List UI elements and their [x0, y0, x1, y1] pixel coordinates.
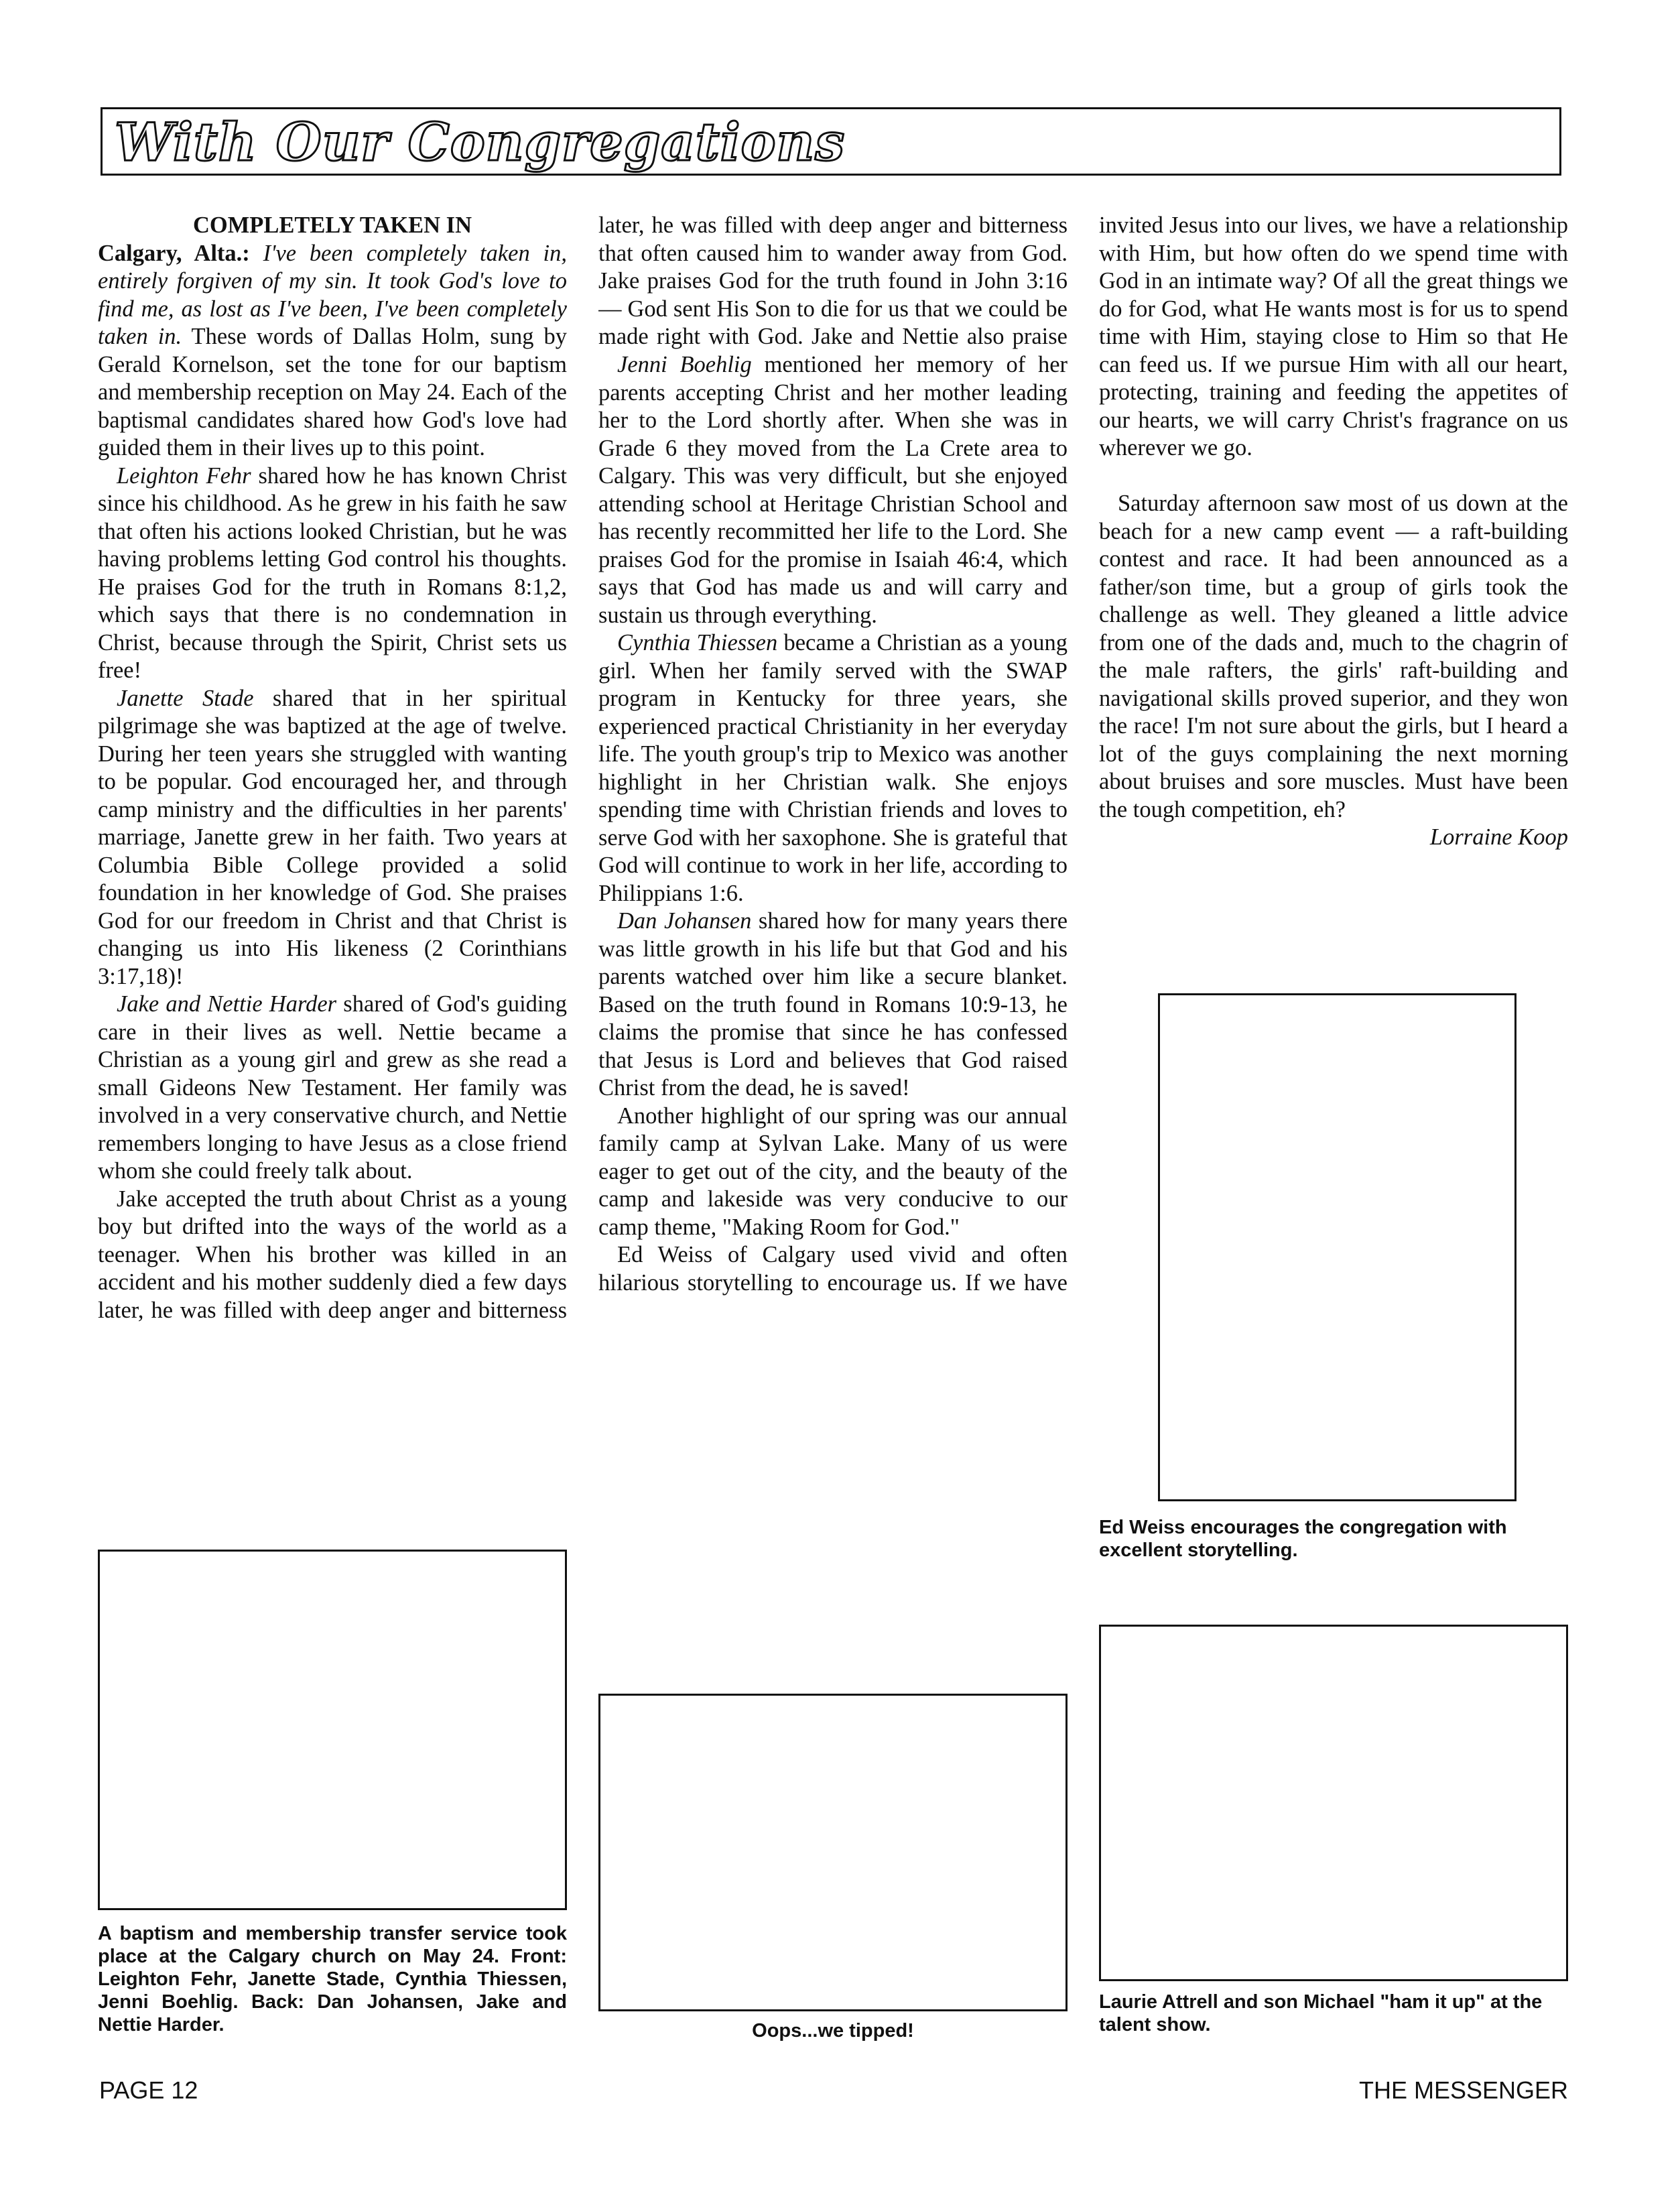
caption-weiss: Ed Weiss encourages the congregation with excellent storytelling. — [1099, 1517, 1507, 1561]
article-headline: COMPLETELY TAKEN IN — [192, 212, 472, 238]
paragraph-camp: Another highlight of our spring was our annual family camp at Sylvan Lake. Many of us were eager to get out of the city, and the beauty of the camp and lakeside was very conducive to our camp theme, "Making Room for God." — [598, 1103, 1068, 1240]
paragraph-cynthia — [598, 629, 1068, 907]
caption-attrell: Laurie Attrell and son Michael "ham it up" at the talent show. — [1099, 1991, 1543, 2035]
section-header — [101, 107, 1561, 176]
lead-text: These words of Dallas Holm, sung by Gerald Kornelson, set the tone for our baptism and membership reception on May 24. Each of the baptismal candidates shared how God's love had guided them in their lives up to this point. — [98, 324, 568, 460]
name-dan: Dan Johansen — [617, 908, 752, 934]
section-title: With Our Congregations — [115, 112, 846, 173]
caption-baptism: A baptism and membership transfer service took place at the Calgary church on May 24. Front: Leighton Fehr, Janette Stade, Cynthia Thiessen, Jenni Boehlig. Back: Dan Johansen, Jake and Nettie Harder. — [98, 1923, 567, 2035]
page-number: PAGE 12 — [99, 2076, 198, 2104]
name-harder: Jake and Nettie Harder — [117, 991, 337, 1017]
text-harder: shared of God's guiding care in their lives as well. Nettie became a Christian as a young girl and grew as she read a small Gideons New Testament. Her family was involved in a very conservative church, and Nettie remembers longing to have Jesus as a close friend whom she could freely talk about. — [98, 991, 567, 1184]
text-janette: shared that in her spiritual pilgrimage she was baptized at the age of twelve. During her teen years she struggled with wanting to be popular. God encouraged her, and through camp ministry and the difficulties in her parents' marriage, Janette grew in her faith. Two years at Columbia Bible College provided a solid foundation in her knowledge of God. She praises God for our freedom in Christ and that Christ is changing us into His likeness (2 Corinthians 3:17,18)! — [98, 685, 567, 989]
text-jenni: mentioned her memory of her parents accepting Christ and her mother leading her to the Lord shortly after. When she was in Grade 6 they moved from the La Crete area to Calgary. This was very difficult, but she enjoyed attending school at Heritage Christian School and has recently recommitted her life to the Lord. She praises God for the promise in Isaiah 46:4, which says that God has made us and will carry and sustain us through everything. — [598, 352, 1068, 628]
name-leighton: Leighton Fehr — [117, 462, 251, 489]
publication-name: THE MESSENGER — [1358, 2076, 1568, 2104]
photo-baptism — [98, 1550, 567, 1910]
paragraph-jenni — [598, 351, 1068, 629]
paragraph-dan — [598, 907, 1068, 1103]
text-leighton: shared how he has known Christ since his childhood. As he grew in his faith he saw that often his actions looked Christian, but he was having problems letting God control his thoughts. He praises God for the truth in Romans 8:1,2, which says that there is no condemnation in Christ, because through the Spirit, Christ sets us free! — [98, 462, 567, 683]
column-2 — [598, 212, 1068, 1297]
jake-continued-inner: later, he was filled with deep anger and bitterness that often caused him to wander away from God. Jake praises God for the truth found in John 3:16 — God sent His Son to die for us that we could be made right with God. Jake and Nettie also praise — [598, 212, 1068, 349]
name-janette: Janette Stade — [117, 685, 254, 711]
paragraph-weiss-continued — [1099, 212, 1568, 490]
lead-quote: I've been completely taken in, entirely forgiven of my sin. It took God's love to find me, as lost as I've been, I've been completely taken in. — [98, 240, 568, 349]
column-3 — [1099, 212, 1568, 852]
text-cynthia: became a Christian as a young girl. When her family served with the SWAP program in Kentucky for three years, she experienced practical Christianity in her everyday life. The youth group's trip to Mexico was another highlight in her Christian walk. She enjoys spending time with Christian friends and loves to serve God with her saxophone. She is grateful that God will continue to work in her life, according to Philippians 1:6. — [598, 630, 1068, 906]
paragraph-leighton — [98, 462, 567, 685]
paragraph-jake: Jake accepted the truth about Christ as a young boy but drifted into the ways of the world as a teenager. When his brother was killed in an accident and his mother suddenly died a few days later, he was filled with deep anger and bitterness — [98, 1186, 567, 1323]
weiss-continued-inner: invited Jesus into our lives, we have a relationship with Him, but how often do we spend time with God in an intimate way? Of all the great things we do for God, what He wants most is for us to spend time with Him, staying close to Him so that He can feed us. If we pursue Him with all our heart, protecting, training and feeding the appetites of our hearts, we will carry Christ's fragrance on us wherever we go. — [1099, 212, 1568, 460]
caption-tipped: Oops...we tipped! — [752, 2020, 914, 2042]
paragraph-saturday: Saturday afternoon saw most of us down at the beach for a new camp event — a raft-building contest and race. It had been announced as a father/son time, but a group of girls took the challenge as well. They gleaned a little advice from one of the dads and, much to the chagrin of the male rafters, the girls' raft-building and navigational skills proved superior, and they won the race! I'm not sure about the girls, but I heard a lot of the guys complaining the next morning about bruises and sore muscles. Must have been the tough competition, eh? — [1099, 491, 1568, 822]
photo-weiss — [1158, 993, 1516, 1501]
text-dan: shared how for many years there was little growth in his life but that God and his parents watched over him like a secure blanket. Based on the truth found in Romans 10:9-13, he claims the promise that since he has confessed that Jesus is Lord and believes that God raised Christ from the dead, he is saved! — [598, 908, 1068, 1101]
paragraph-janette — [98, 685, 567, 991]
name-jenni: Jenni Boehlig — [617, 352, 752, 377]
paragraph-weiss: Ed Weiss of Calgary used vivid and often hilarious storytelling to encourage us. If we have — [598, 1242, 1068, 1296]
author-signature: Lorraine Koop — [1429, 824, 1568, 850]
column-1 — [98, 212, 567, 1324]
paragraph-harder — [98, 991, 567, 1186]
lead-paragraph — [98, 240, 567, 462]
dateline: Calgary, Alta.: — [98, 240, 250, 266]
name-cynthia: Cynthia Thiessen — [617, 630, 778, 655]
photo-tipped — [598, 1694, 1068, 2011]
paragraph-jake-continued — [598, 212, 1068, 351]
photo-attrell — [1099, 1625, 1568, 1981]
